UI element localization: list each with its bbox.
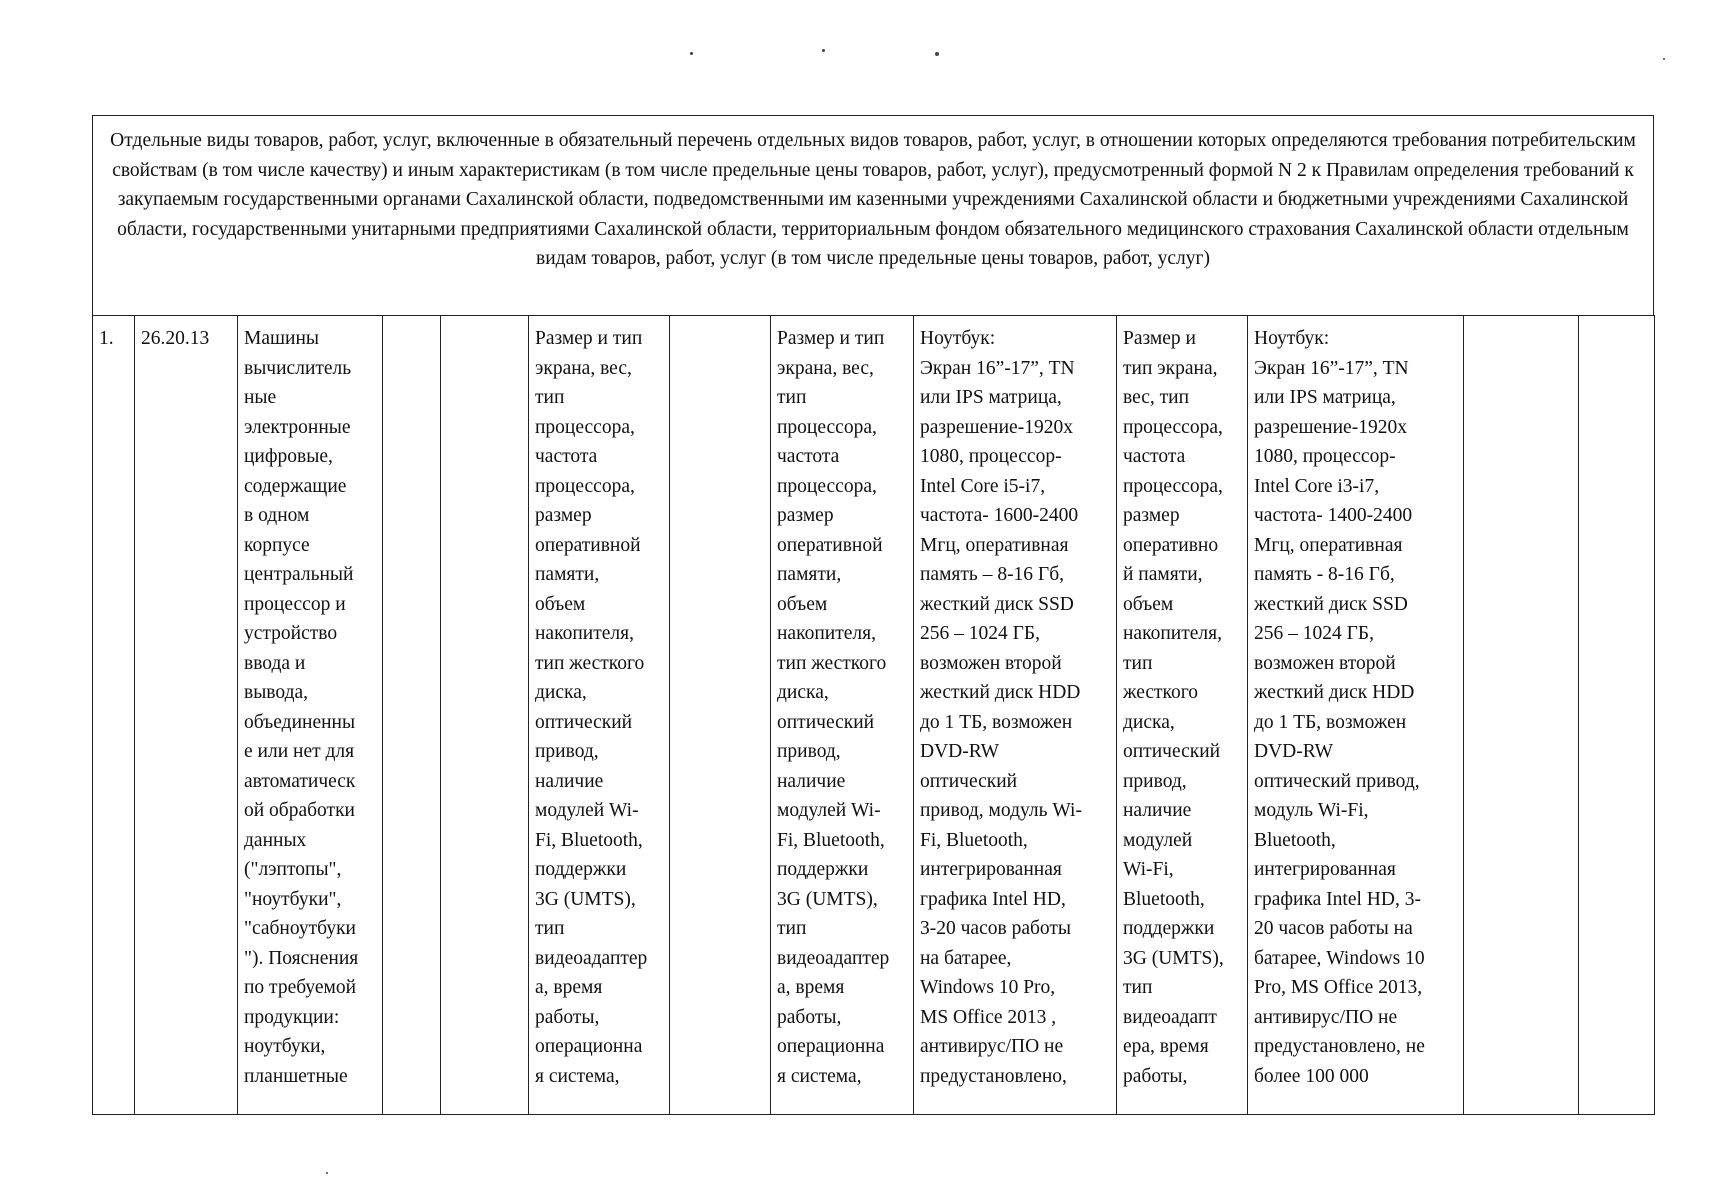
characteristic-approved: Размер и тип экрана, вес, тип процессора, частота процессора, размер оперативной памяти, объем накопителя, тип жесткого диска, оптический привод, наличие модулей Wi- Fi, Bluetooth, поддержки 3G (UMTS), тип видеоадаптер а, время работы, операционна я система, [529,316,670,1115]
value-approved-cell [670,316,771,1115]
unit-code-cell [383,316,441,1115]
value-head: Ноутбук: Экран 16”-17”, TN или IPS матрица, разрешение-1920x 1080, процессор- Intel Core i5-i7, частота- 1600-2400 Мгц, оперативная память – 8-16 Гб, жесткий диск SSD 256 – 1024 ГБ, возможен второй жесткий диск HDD до 1 ТБ, возможен DVD-RW оптический привод, модуль Wi- Fi, Bluetooth, интегрированная графика Intel HD, 3-20 часов работы на батарее, Windows 10 Pro, MS Office 2013 , антивирус/ПО не предустановлено, [914,316,1117,1115]
okpd-code: 26.20.13 [135,316,238,1115]
table-row [93,316,1655,1115]
row-number: 1. [93,316,135,1115]
scan-speck [935,52,939,56]
characteristic-head: Размер и тип экрана, вес, тип процессора, частота процессора, размер оперативной памяти, объем накопителя, тип жесткого диска, оптический привод, наличие модулей Wi- Fi, Bluetooth, поддержки 3G (UMTS), тип видеоадаптер а, время работы, операционна я система, [771,316,914,1115]
table-title: Отдельные виды товаров, работ, услуг, включенные в обязательный перечень отдельных видов товаров, работ, услуг, в отношении которых определяются требования потребительским свойствам (в том числе качеству) и иным характеристикам (в том числе предельные цены товаров, работ, услуг), предусмотренный формой N 2 к Правилам определения требований к закупаемым государственными органами Сахалинской области, подведомственными им казенными учреждениями Сахалинской области и бюджетными учреждениями Сахалинской области, государственными унитарными предприятиями Сахалинской области, территориальным фондом обязательного медицинского страхования Сахалинской области отдельным видам товаров, работ, услуг (в том числе предельные цены товаров, работ, услуг) [92,115,1654,315]
extra-cell-1 [1464,316,1579,1115]
scan-speck [326,1172,328,1174]
extra-cell-2 [1579,316,1655,1115]
unit-name-cell [441,316,529,1115]
scan-speck [690,52,693,55]
requirements-table [92,315,1655,1115]
document-page [92,115,1654,1115]
value-staff: Ноутбук: Экран 16”-17”, TN или IPS матрица, разрешение-1920x 1080, процессор- Intel Core i3-i7, частота- 1400-2400 Мгц, оперативная память - 8-16 Гб, жесткий диск SSD 256 – 1024 ГБ, возможен второй жесткий диск HDD до 1 ТБ, возможен DVD-RW оптический привод, модуль Wi-Fi, Bluetooth, интегрированная графика Intel HD, 3- 20 часов работы на батарее, Windows 10 Pro, MS Office 2013, антивирус/ПО не предустановлено, не более 100 000 [1248,316,1464,1115]
product-name: Машины вычислитель ные электронные цифровые, содержащие в одном корпусе центральный процессор и устройство ввода и вывода, объединенны е или нет для автоматическ ой обработки данных ("лэптопы", "ноутбуки", "сабноутбуки "). Пояснения по требуемой продукции: ноутбуки, планшетные [238,316,383,1115]
scan-speck [822,49,825,52]
scan-speck [1663,58,1665,60]
characteristic-staff: Размер и тип экрана, вес, тип процессора, частота процессора, размер оперативно й памяти, объем накопителя, тип жесткого диска, оптический привод, наличие модулей Wi-Fi, Bluetooth, поддержки 3G (UMTS), тип видеоадапт ера, время работы, [1117,316,1248,1115]
